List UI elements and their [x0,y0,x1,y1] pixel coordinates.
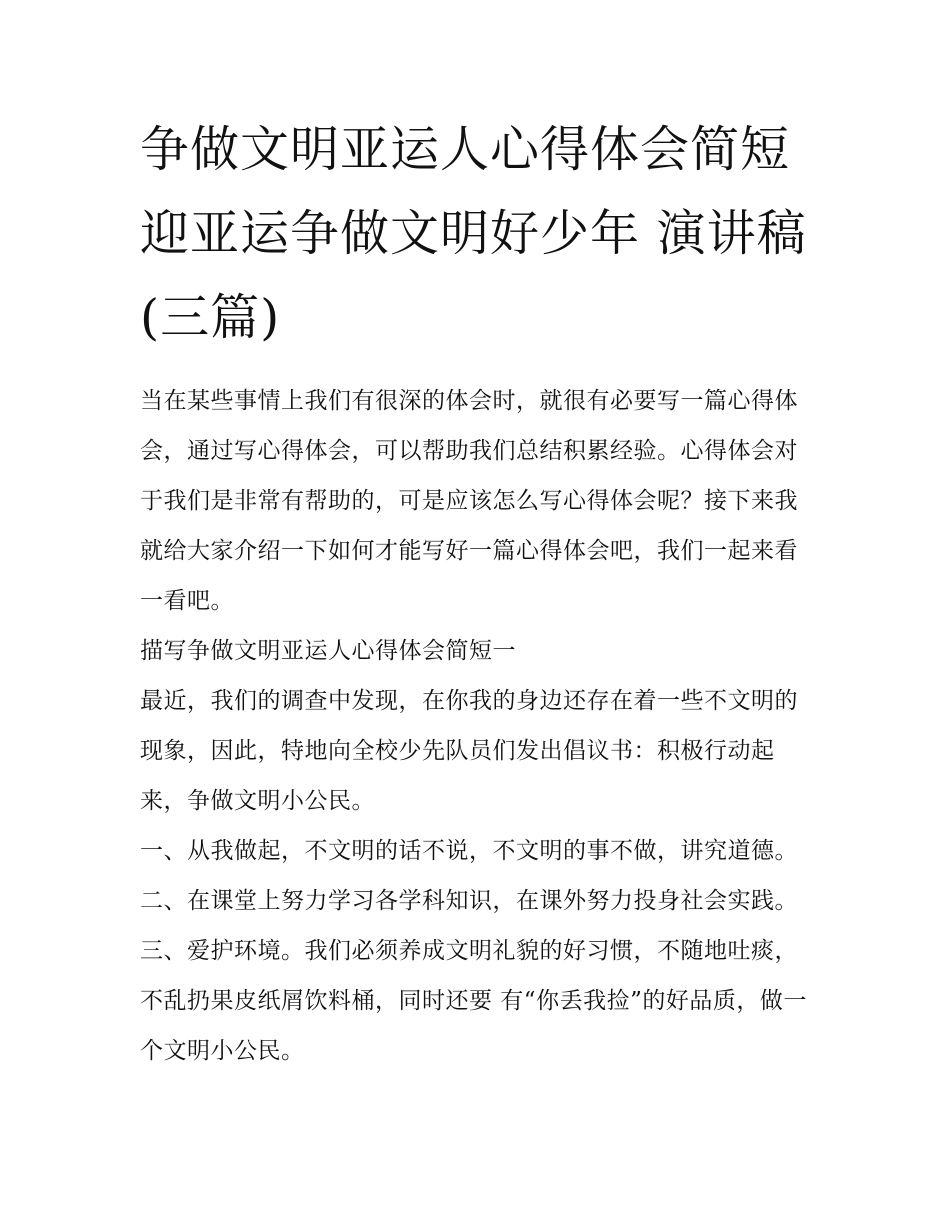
section-heading: 描写争做文明亚运人心得体会简短一 [140,638,516,664]
document-page [140,108,820,1076]
document-title [140,108,820,360]
body-paragraph-1: 最近，我们的调查中发现，在你我的身边还存在着一些不文明的现象，因此，特地向全校少先队员们发出倡议书：积极行动起来，争做文明小公民。 [140,688,798,814]
intro-paragraph: 当在某些事情上我们有很深的体会时，就很有必要写一篇心得体会，通过写心得体会，可以帮助我们总结积累经验。心得体会对于我们是非常有帮助的，可是应该怎么写心得体会呢？接下来我就给大家介绍一下如何才能写好一篇心得体会吧，我们一起来看一看吧。 [140,388,798,614]
body-paragraph-3: 三、爱护环境。我们必须养成文明礼貌的好习惯，不随地吐痰，不乱扔果皮纸屑饮料桶，同时还要 有“你丢我捡”的好品质，做一个文明小公民。 [140,938,807,1064]
title-line-3: (三篇) [140,289,281,346]
title-line-1: 争做文明亚运人心得体会简短 [140,121,791,178]
title-line-2: 迎亚运争做文明好少年 演讲稿 [140,205,807,262]
body-paragraph-2: 一、从我做起，不文明的话不说，不文明的事不做，讲究道德。 二、在课堂上努力学习各学科知识，在课外努力投身社会实践。 [140,838,798,914]
document-body [140,376,820,1076]
